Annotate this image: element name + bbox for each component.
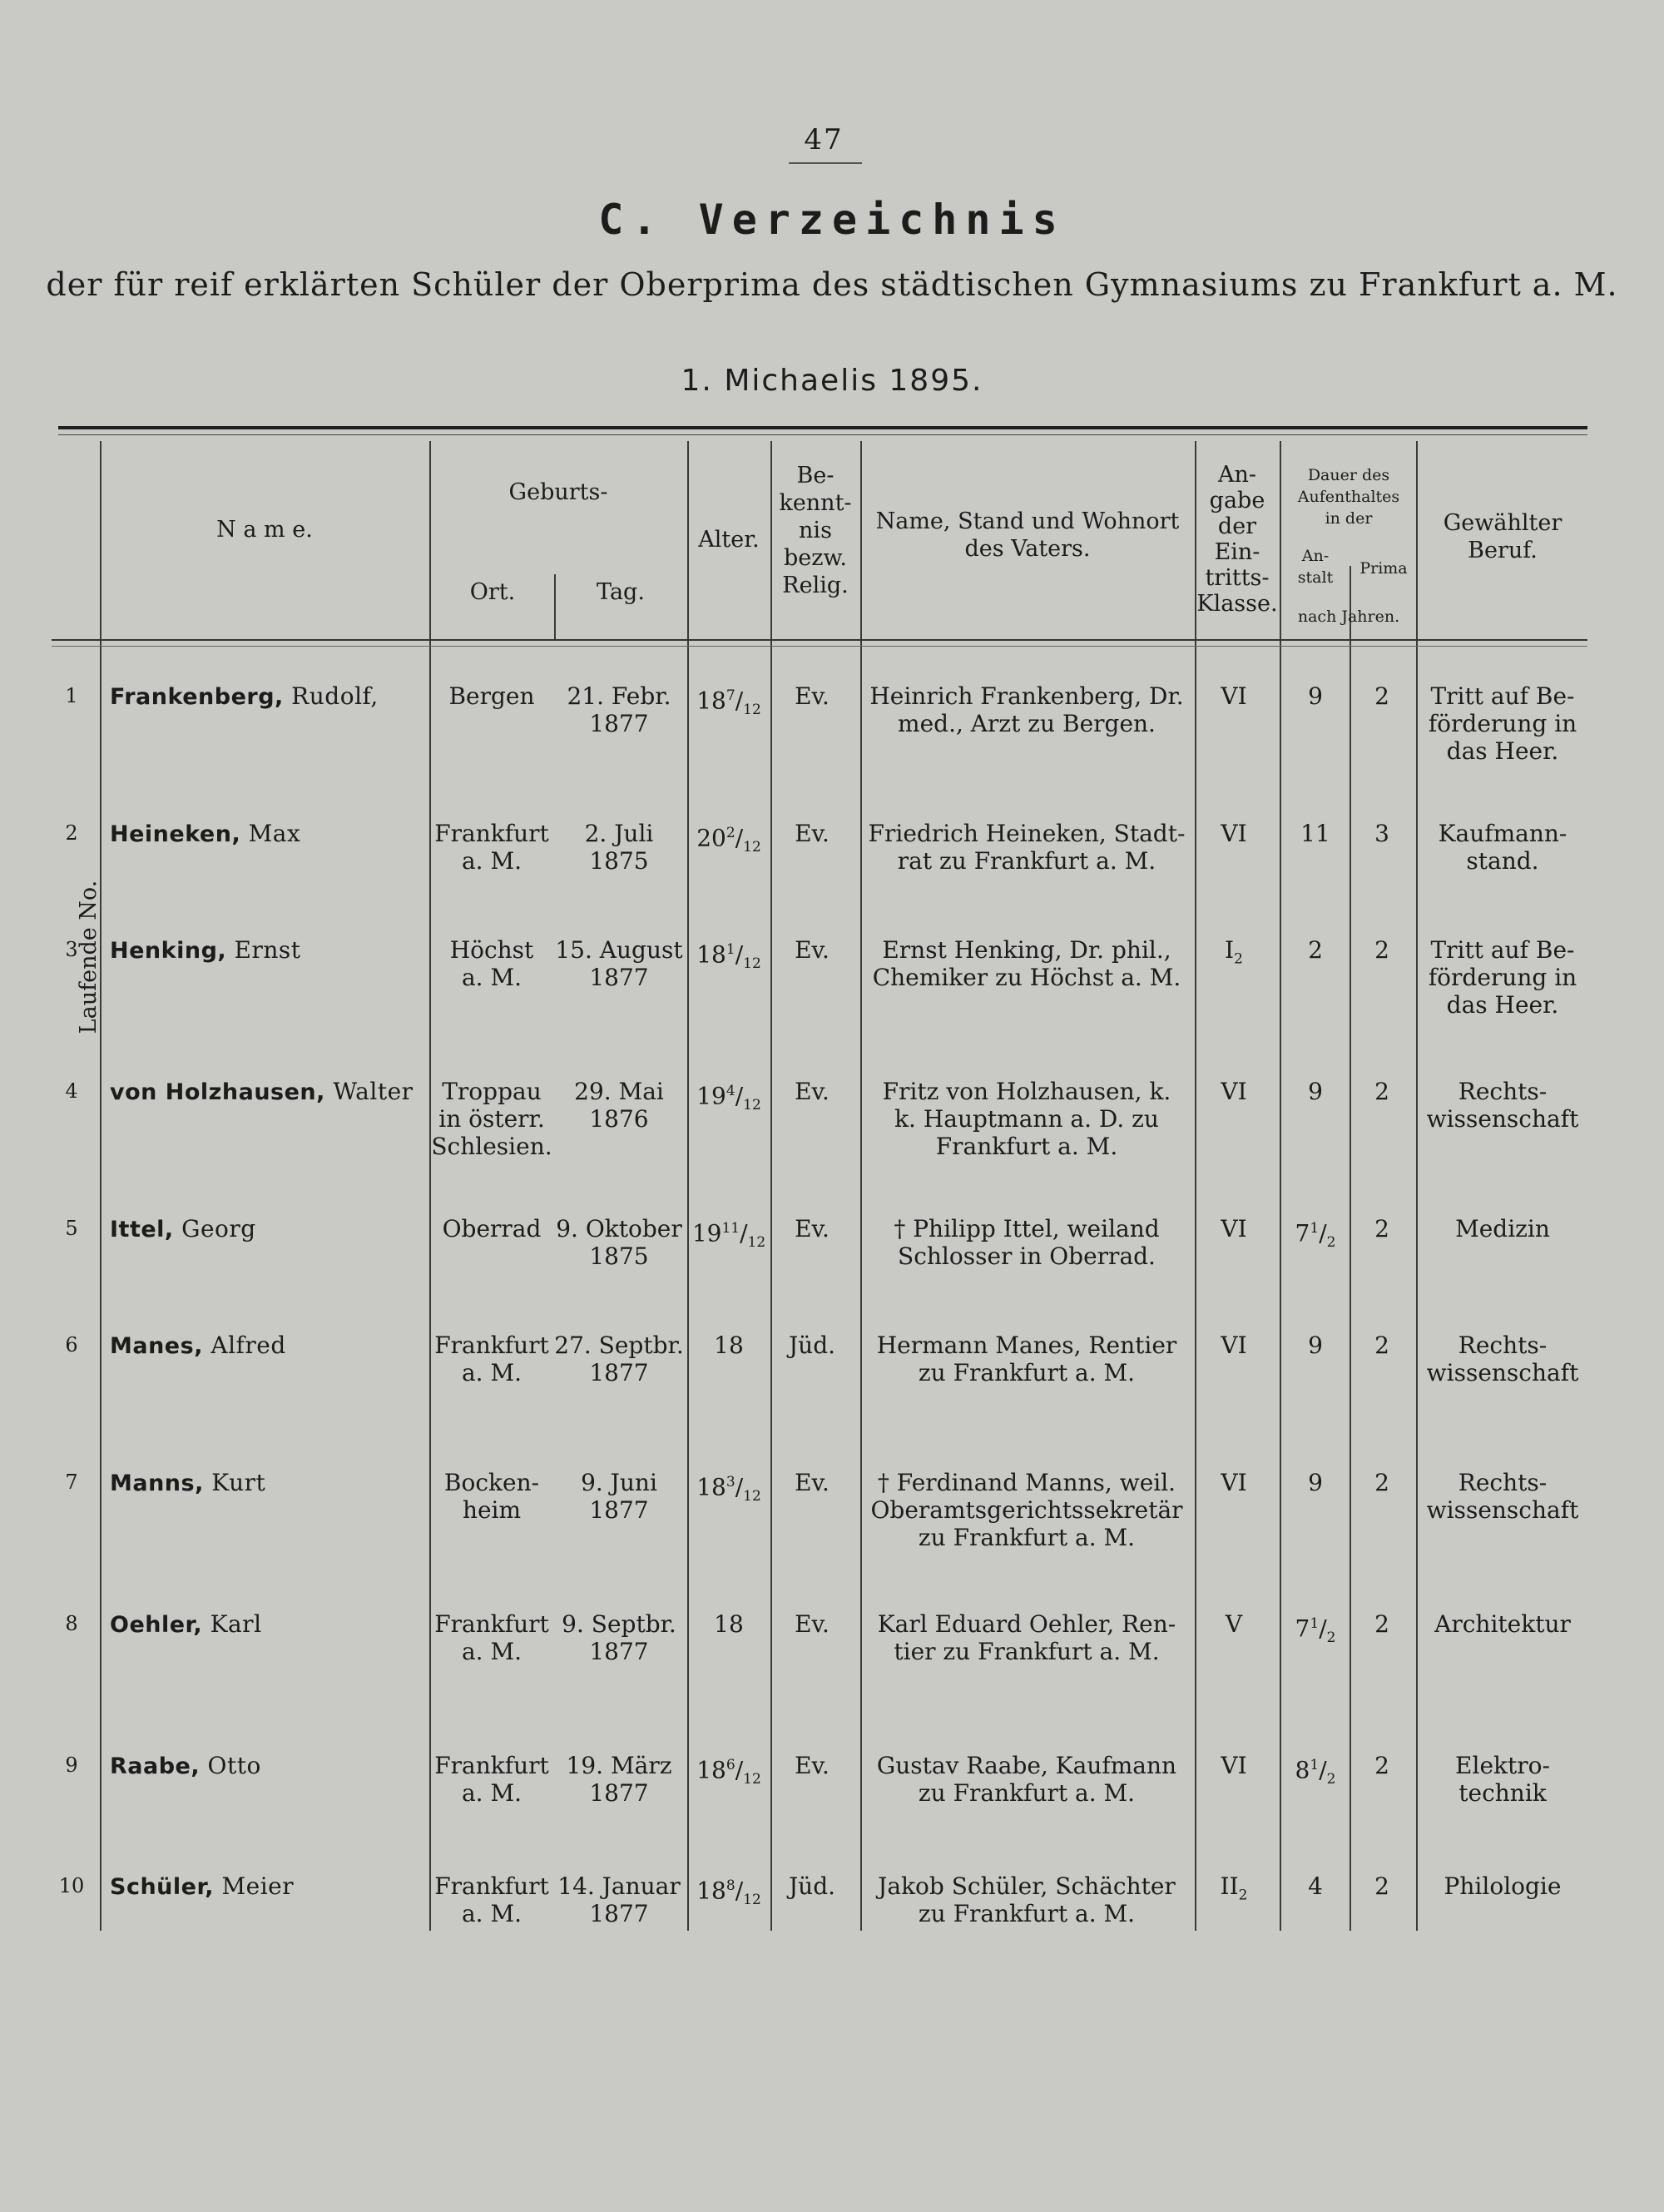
row-number: 10 [58,1874,85,1897]
age: $19^4/_{12}$ [696,1082,761,1113]
student-name: Henking, Ernst [110,936,301,964]
years-in-prima: 2 [1374,1469,1389,1496]
header-beruf: Gewählter Beruf. [1443,510,1562,563]
header-tag: Tag. [597,579,645,605]
birth-date: 27. Septbr. 1877 [554,1332,684,1386]
student-name: Schüler, Meier [110,1872,295,1900]
birth-place: Oberrad [442,1215,542,1242]
birth-date: 9. Oktober 1875 [556,1215,682,1270]
years-at-school: 9 [1308,682,1323,710]
header-alter: Alter. [698,527,760,553]
entry-class: $II_2$ [1220,1872,1248,1904]
birth-place: Frankfurt a. M. [434,1872,549,1927]
student-name: Ittel, Georg [110,1215,256,1242]
father-info: Fritz von Holzhausen, k. k. Hauptmann a. D. zu Frankfurt a. M. [882,1078,1171,1160]
chosen-profession: Rechts- wissenschaft [1426,1078,1579,1133]
header-bottom-rule [52,639,1587,641]
column-divider [687,441,689,1931]
birth-place: Frankfurt a. M. [434,1610,549,1665]
father-info: Heinrich Frankenberg, Dr. med., Arzt zu Bergen. [869,682,1184,737]
header-ort: Ort. [469,579,516,605]
column-divider [1280,441,1281,1931]
years-at-school: $8^1/_2$ [1295,1756,1336,1788]
chosen-profession: Tritt auf Be- förderung in das Heer. [1428,936,1577,1019]
age: $18^3/_{12}$ [696,1473,761,1505]
years-in-prima: 2 [1374,936,1389,964]
table-top-rule-thin [58,434,1587,435]
entry-class: VI [1221,1332,1247,1359]
age: $20^2/_{12}$ [696,824,761,856]
birth-place: Frankfurt a. M. [434,1752,549,1807]
row-number: 6 [65,1333,78,1356]
birth-place: Bergen [448,682,535,710]
years-in-prima: 2 [1374,1872,1389,1900]
student-name: Raabe, Otto [110,1752,261,1779]
age: $18^7/_{12}$ [696,687,761,718]
years-at-school: $7^1/_2$ [1295,1614,1336,1646]
age: 18 [714,1610,744,1638]
page-number-rule [789,162,862,164]
row-number: 9 [65,1753,78,1777]
row-number: 2 [65,821,78,845]
entry-class: VI [1221,1469,1247,1496]
column-divider [1416,441,1418,1931]
father-info: Friedrich Heineken, Stadt- rat zu Frankfurt a. M. [868,820,1186,875]
father-info: Ernst Henking, Dr. phil., Chemiker zu Höchst a. M. [872,936,1181,991]
table-top-rule [58,426,1587,429]
years-in-prima: 2 [1374,1610,1389,1638]
father-info: Hermann Manes, Rentier zu Frankfurt a. M. [876,1332,1177,1386]
student-name: Oehler, Karl [110,1610,262,1638]
age: $18^1/_{12}$ [696,940,761,972]
document-subtitle: der für reif erklärten Schüler der Oberprima des städtischen Gymnasiums zu Frankfurt a. M. [46,266,1618,303]
birth-date: 9. Septbr. 1877 [562,1610,676,1665]
years-in-prima: 2 [1374,1078,1389,1105]
father-info: † Ferdinand Manns, weil. Oberamtsgerichtssekretär zu Frankfurt a. M. [870,1469,1183,1551]
header-geburts: Geburts- [508,479,608,505]
birth-date: 21. Febr. 1877 [567,682,671,737]
years-at-school: 11 [1300,820,1330,847]
religion: Ev. [795,682,830,710]
chosen-profession: Tritt auf Be- förderung in das Heer. [1428,682,1577,765]
row-number: 3 [65,938,78,961]
years-in-prima: 2 [1374,1332,1389,1359]
header-laufende-no: Laufende No. [76,880,102,1034]
years-in-prima: 2 [1374,1215,1389,1242]
header-bekenntnis: Be- kennt- nis bezw. Relig. [779,463,852,598]
years-in-prima: 2 [1374,1752,1389,1779]
column-divider [100,441,102,1931]
chosen-profession: Kaufmann- stand. [1438,820,1567,875]
age: $18^6/_{12}$ [696,1756,761,1788]
age: 18 [714,1332,744,1359]
header-anstalt: An- stalt [1297,547,1334,587]
chosen-profession: Philologie [1444,1872,1562,1900]
birth-date: 29. Mai 1876 [574,1078,664,1133]
chosen-profession: Rechts- wissenschaft [1426,1332,1579,1386]
student-name: Manns, Kurt [110,1469,266,1496]
birth-place: Frankfurt a. M. [434,820,549,875]
student-name: von Holzhausen, Walter [110,1078,414,1105]
birth-date: 19. März 1877 [566,1752,672,1807]
religion: Ev. [795,1078,830,1105]
page-number: 47 [804,123,844,156]
religion: Ev. [795,1610,830,1638]
header-eintritt: An- gabe der Ein- tritts- Klasse. [1196,462,1278,617]
religion: Ev. [795,1469,830,1496]
column-divider [1350,566,1351,1931]
years-in-prima: 3 [1374,820,1389,847]
years-in-prima: 2 [1374,682,1389,710]
years-at-school: 4 [1308,1872,1323,1900]
header-bottom-rule-thin [52,646,1587,647]
header-vater: Name, Stand und Wohnort des Vaters. [875,508,1180,562]
religion: Jüd. [788,1872,836,1900]
father-info: Gustav Raabe, Kaufmann zu Frankfurt a. M. [876,1752,1177,1807]
religion: Ev. [795,820,830,847]
age: $18^8/_{12}$ [696,1877,761,1908]
entry-class: VI [1221,1078,1247,1105]
student-name: Manes, Alfred [110,1332,286,1359]
entry-class: VI [1221,682,1247,710]
row-number: 8 [65,1612,78,1635]
header-dauer: Dauer des Aufenthaltes in der [1297,466,1400,528]
column-divider [860,441,862,1931]
religion: Ev. [795,1752,830,1779]
header-prima: Prima [1359,559,1408,578]
father-info: Jakob Schüler, Schächter zu Frankfurt a. M. [878,1872,1176,1927]
birth-date: 9. Juni 1877 [581,1469,657,1524]
row-number: 1 [65,684,78,707]
father-info: Karl Eduard Oehler, Ren- tier zu Frankfurt a. M. [877,1610,1176,1665]
student-name: Frankenberg, Rudolf, [110,682,379,710]
chosen-profession: Architektur [1434,1610,1571,1638]
chosen-profession: Medizin [1455,1215,1550,1242]
student-name: Heineken, Max [110,820,301,847]
birth-date: 2. Juli 1875 [584,820,654,875]
column-divider [429,441,431,1931]
years-at-school: $7^1/_2$ [1295,1219,1336,1251]
birth-place: Frankfurt a. M. [434,1332,549,1386]
row-number: 7 [65,1471,78,1494]
header-name: N a m e. [216,517,313,543]
header-nach-jahren: nach Jahren. [1297,608,1400,626]
years-at-school: 9 [1308,1332,1323,1359]
years-at-school: 2 [1308,936,1323,964]
religion: Jüd. [788,1332,836,1359]
document-title: C. Verzeichnis [598,196,1066,244]
entry-class: V [1225,1610,1243,1638]
section-heading: 1. Michaelis 1895. [681,364,983,398]
birth-place: Bocken- heim [443,1469,540,1524]
father-info: † Philipp Ittel, weiland Schlosser in Oberrad. [894,1215,1160,1270]
chosen-profession: Rechts- wissenschaft [1426,1469,1579,1524]
row-number: 4 [65,1079,78,1103]
column-divider [1195,441,1196,1931]
birth-place: Höchst a. M. [449,936,534,991]
religion: Ev. [795,1215,830,1242]
birth-place: Troppau in österr. Schlesien. [431,1078,552,1160]
chosen-profession: Elektro- technik [1455,1752,1550,1807]
entry-class: VI [1221,1215,1247,1242]
religion: Ev. [795,936,830,964]
age: $19^{11}/_{12}$ [691,1219,766,1251]
years-at-school: 9 [1308,1469,1323,1496]
row-number: 5 [65,1217,78,1240]
years-at-school: 9 [1308,1078,1323,1105]
entry-class: $I_2$ [1225,936,1243,968]
birth-date: 15. August 1877 [555,936,683,991]
entry-class: VI [1221,1752,1247,1779]
entry-class: VI [1221,820,1247,847]
birth-date: 14. Januar 1877 [557,1872,681,1927]
column-divider [770,441,772,1931]
